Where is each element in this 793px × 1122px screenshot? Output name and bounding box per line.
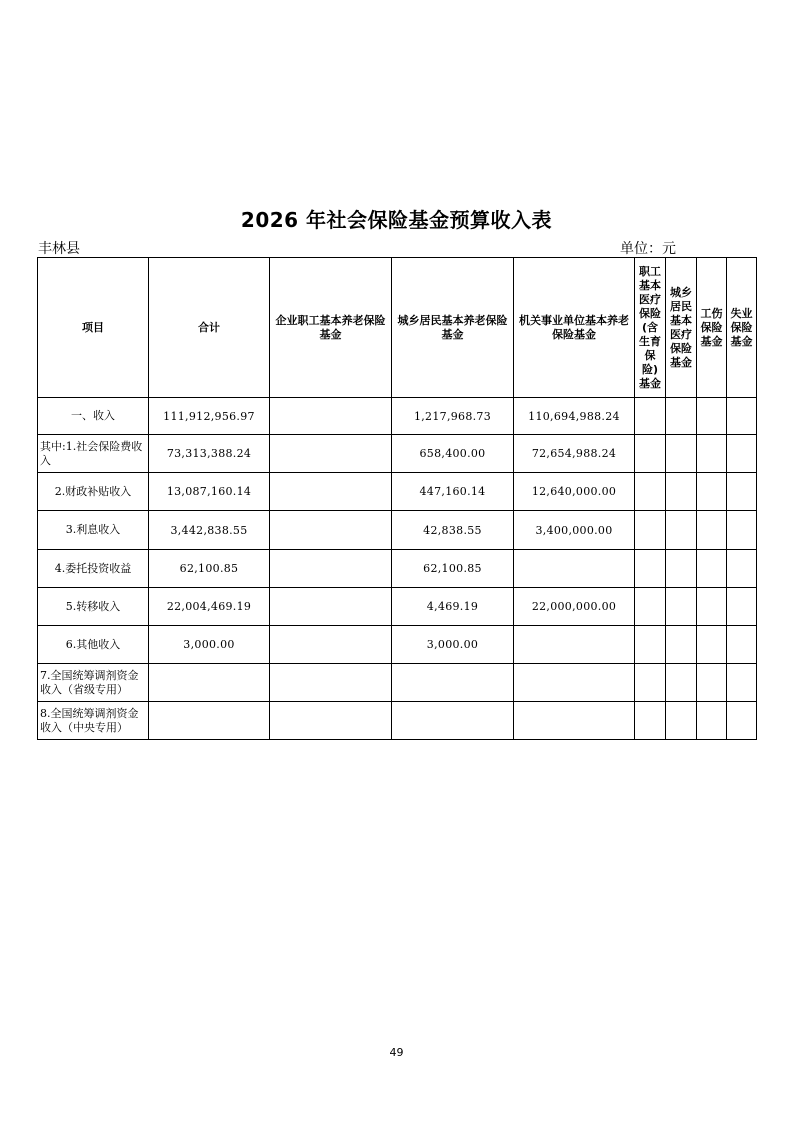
cell-resident-medical [666,550,697,588]
cell-employee-medical [635,473,666,511]
cell-enterprise-pension [270,473,392,511]
table-row [38,588,757,626]
cell-injury [697,511,727,550]
cell-employee-medical [635,702,666,740]
page-title: 2026 年社会保险基金预算收入表 [240,208,553,232]
cell-institution-pension [514,664,635,702]
budget-table [37,257,757,740]
cell-unemployment [727,398,757,435]
county-name: 丰林县 [38,241,80,257]
cell-injury [697,473,727,511]
cell-resident-medical [666,664,697,702]
cell-enterprise-pension [270,702,392,740]
cell-institution-pension: 72,654,988.24 [514,435,635,473]
cell-resident-medical [666,702,697,740]
cell-injury [697,626,727,664]
header-resident-pension: 城乡居民基本养老保险基金 [392,258,514,398]
cell-resident-medical [666,626,697,664]
cell-total [149,702,270,740]
cell-employee-medical [635,664,666,702]
cell-total: 62,100.85 [149,550,270,588]
cell-enterprise-pension [270,626,392,664]
table-row [38,664,757,702]
cell-employee-medical [635,588,666,626]
cell-resident-medical [666,588,697,626]
cell-total: 13,087,160.14 [149,473,270,511]
cell-injury [697,664,727,702]
cell-unemployment [727,550,757,588]
header-unemployment: 失业保险基金 [727,258,757,398]
cell-enterprise-pension [270,588,392,626]
row-label: 其中:1.社会保险费收入 [38,435,149,473]
header-employee-medical: 职工基本医疗保险(含生育保险)基金 [635,258,666,398]
unit-label: 单位：元 [620,241,676,257]
row-label: 6.其他收入 [38,626,149,664]
header-enterprise-pension: 企业职工基本养老保险基金 [270,258,392,398]
cell-injury [697,435,727,473]
cell-resident-medical [666,473,697,511]
cell-injury [697,588,727,626]
cell-resident-medical [666,511,697,550]
cell-total: 22,004,469.19 [149,588,270,626]
cell-total: 3,442,838.55 [149,511,270,550]
cell-enterprise-pension [270,550,392,588]
cell-resident-pension: 447,160.14 [392,473,514,511]
cell-resident-pension: 658,400.00 [392,435,514,473]
cell-total: 111,912,956.97 [149,398,270,435]
table-row [38,398,757,435]
header-resident-medical: 城乡居民基本医疗保险基金 [666,258,697,398]
cell-unemployment [727,664,757,702]
header-institution-pension: 机关事业单位基本养老保险基金 [514,258,635,398]
cell-unemployment [727,588,757,626]
cell-unemployment [727,435,757,473]
cell-employee-medical [635,398,666,435]
table-row [38,626,757,664]
header-row [38,258,757,398]
table-row [38,511,757,550]
row-label: 2.财政补贴收入 [38,473,149,511]
cell-enterprise-pension [270,664,392,702]
cell-institution-pension: 12,640,000.00 [514,473,635,511]
cell-institution-pension: 3,400,000.00 [514,511,635,550]
page-number: 49 [389,1046,404,1059]
cell-employee-medical [635,626,666,664]
table-row [38,473,757,511]
row-label: 5.转移收入 [38,588,149,626]
cell-employee-medical [635,511,666,550]
cell-institution-pension: 110,694,988.24 [514,398,635,435]
cell-total: 3,000.00 [149,626,270,664]
row-label: 8.全国统筹调剂资金收入（中央专用） [38,702,149,740]
table-row [38,550,757,588]
header-total: 合计 [149,258,270,398]
row-label: 一、收入 [38,398,149,435]
cell-unemployment [727,511,757,550]
cell-unemployment [727,702,757,740]
cell-employee-medical [635,550,666,588]
cell-unemployment [727,626,757,664]
cell-institution-pension [514,550,635,588]
cell-resident-pension: 42,838.55 [392,511,514,550]
cell-employee-medical [635,435,666,473]
cell-unemployment [727,473,757,511]
cell-institution-pension [514,702,635,740]
cell-resident-medical [666,435,697,473]
cell-total: 73,313,388.24 [149,435,270,473]
cell-resident-pension: 1,217,968.73 [392,398,514,435]
cell-resident-pension: 4,469.19 [392,588,514,626]
cell-resident-medical [666,398,697,435]
cell-injury [697,702,727,740]
cell-institution-pension [514,626,635,664]
cell-resident-pension [392,664,514,702]
cell-resident-pension [392,702,514,740]
cell-injury [697,550,727,588]
table-row [38,702,757,740]
row-label: 7.全国统筹调剂资金收入（省级专用） [38,664,149,702]
cell-enterprise-pension [270,435,392,473]
cell-total [149,664,270,702]
cell-injury [697,398,727,435]
header-injury: 工伤保险基金 [697,258,727,398]
row-label: 4.委托投资收益 [38,550,149,588]
cell-enterprise-pension [270,511,392,550]
header-item: 项目 [38,258,149,398]
cell-institution-pension: 22,000,000.00 [514,588,635,626]
cell-resident-pension: 3,000.00 [392,626,514,664]
row-label: 3.利息收入 [38,511,149,550]
cell-enterprise-pension [270,398,392,435]
cell-resident-pension: 62,100.85 [392,550,514,588]
table-row [38,435,757,473]
